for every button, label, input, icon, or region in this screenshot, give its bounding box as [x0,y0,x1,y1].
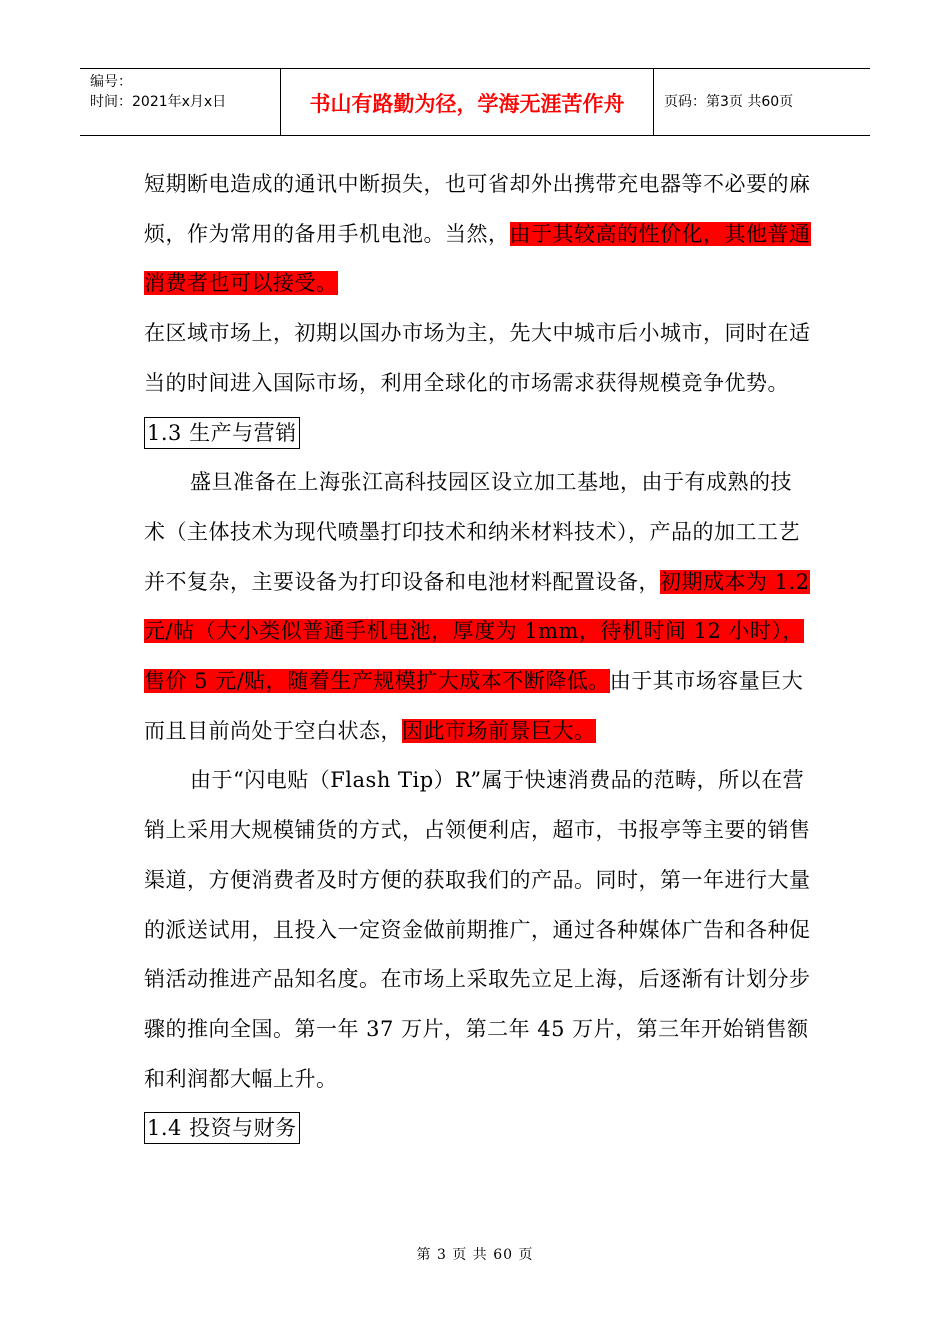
section-heading-1-4: 1.4 投资与财务 [144,1112,300,1144]
paragraph-regional-market: 在区域市场上，初期以国办市场为主，先大中城市后小城市，同时在适当的时间进入国际市场，利用全球化的市场需求获得规模竞争优势。 [144,321,811,395]
header-motto: 书山有路勤为径，学海无涯苦作舟 [281,69,654,135]
header-page-info: 页码：第3页 共60页 [664,94,794,110]
highlighted-text: 因此市场前景巨大。 [402,718,596,743]
paragraph-production [144,458,812,756]
body-text: 盛旦准备在上海张江高科技园区设立加工基地，由于有成熟的技术（主体技术为现代喷墨打印技术和纳米材料技术），产品的加工工艺并不复杂，主要设备为打印设备和电池材料配置设备， [144,470,800,594]
body-text: 由于其市场容量巨大而且目前尚处于空白状态， [144,669,804,743]
page-header [80,68,870,136]
highlighted-text: 由于其较高的性价化，其他普通消费者也可以接受。 [144,221,811,296]
document-time: 时间：2021年x月x日 [90,94,227,110]
document-number-label: 编号： [90,74,132,90]
document-body [144,160,812,1154]
header-meta [80,69,281,135]
paragraph-continuation [144,160,812,309]
paragraph-marketing: 由于“闪电贴（Flash Tip）R”属于快速消费品的范畴，所以在营销上采用大规模铺货的方式，占领便利店，超市，书报亭等主要的销售渠道，方便消费者及时方便的获取我们的产品。同时，第一年进行大量的派送试用，且投入一定资金做前期推广，通过各种媒体广告和各种促销活动推进产品知名度。在市场上采取先立足上海，后逐渐有计划分步骤的推向全国。第一年 37 万片，第二年 45 万片，第三年开始销售额和利润都大幅上升。 [144,768,811,1091]
section-heading-1-3: 1.3 生产与营销 [144,417,300,449]
highlighted-text: 初期成本为 1.2 元/帖（大小类似普通手机电池，厚度为 1mm，待机时间 12 小时），售价 5 元/贴，随着生产规模扩大成本不断降低。 [144,569,810,694]
page-footer: 第 3 页 共 60 页 [416,1247,534,1263]
body-text: 短期断电造成的通讯中断损失，也可省却外出携带充电器等不必要的麻烦，作为常用的备用手机电池。当然， [144,172,811,246]
